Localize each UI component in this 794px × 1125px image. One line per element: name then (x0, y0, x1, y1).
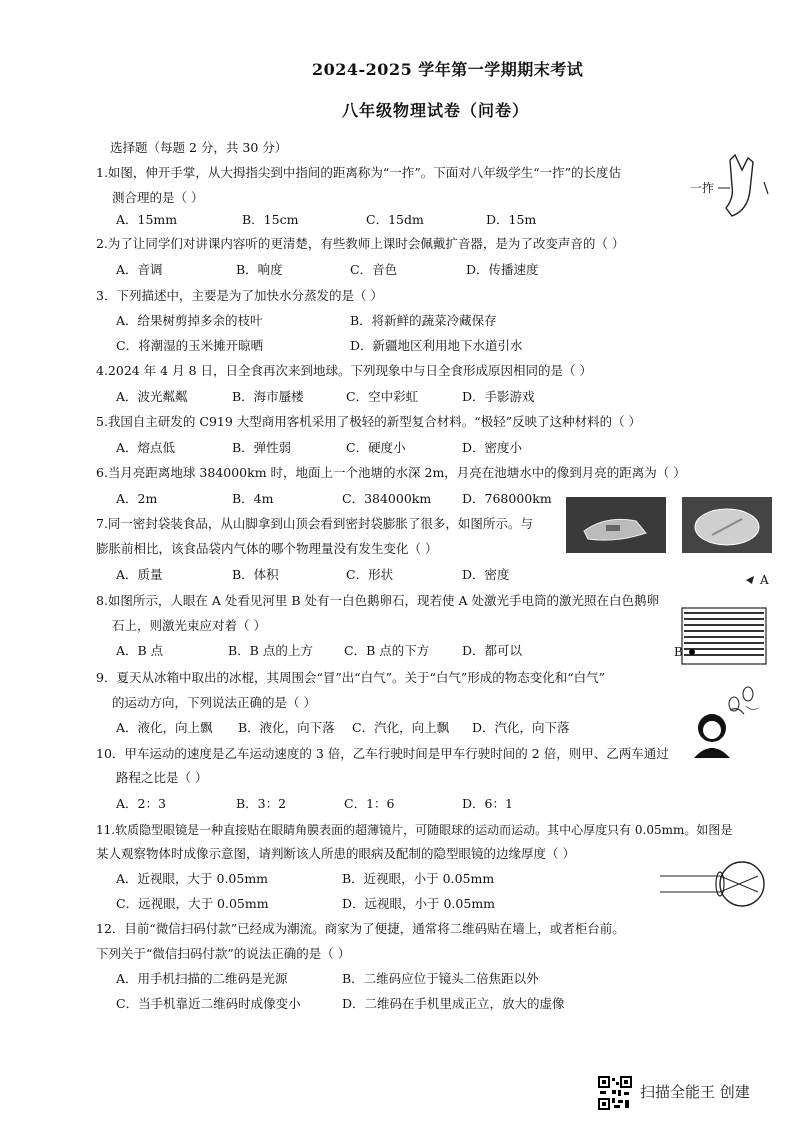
q7-stem-line1: 7.同一密封袋装食品，从山脚拿到山顶会看到密封袋膨胀了很多，如图所示。与 (96, 516, 533, 531)
q1-option-b: B．15cm (242, 212, 299, 227)
q10-option-b: B．3：2 (236, 796, 287, 811)
q7-option-d: D．密度 (462, 567, 510, 582)
qr-graphic (598, 1076, 632, 1110)
q5-option-b: B．弹性弱 (232, 440, 292, 455)
q11-option-d: D．远视眼，小于 0.05mm (342, 896, 496, 911)
q8-option-d: D．都可以 (462, 643, 523, 658)
q9-option-b: B．液化，向下落 (238, 720, 335, 735)
q12-stem-line1: 12．目前“微信扫码付款”已经成为潮流。商家为了便捷，通常将二维码贴在墙上，或者柜台前。 (96, 921, 625, 936)
q8-stem-line2: 石上，则激光束应对着（ ） (112, 618, 266, 633)
q10-stem-line2: 路程之比是（ ） (116, 770, 208, 785)
q9-option-a: A．液化，向上飘 (116, 720, 213, 735)
exam-title: 2024-2025 学年第一学期期末考试 (312, 60, 584, 79)
q3-stem: 3．下列描述中，主要是为了加快水分蒸发的是（ ） (96, 288, 383, 303)
q1-option-c: C．15dm (366, 212, 424, 227)
water-diagram-icon (674, 570, 774, 666)
q1-stem-line1: 1.如图，伸开手掌，从大拇指尖到中指间的距离称为“一拃”。下面对八年级学生“一拃”的长度估 (96, 165, 621, 180)
q10-option-a: A．2：3 (116, 796, 166, 811)
q5-option-d: D．密度小 (462, 440, 523, 455)
q3-option-a: A．给果树剪掉多余的枝叶 (116, 313, 263, 328)
q7-option-a: A．质量 (116, 567, 163, 582)
q1-stem-line2: 测合理的是（ ） (112, 190, 204, 205)
river-pebble-figure (674, 570, 774, 666)
q7-stem-line2: 膨胀前相比，该食品袋内气体的哪个物理量没有发生变化（ ） (96, 541, 438, 556)
q2-option-d: D．传播速度 (466, 262, 539, 277)
q5-option-c: C．硬度小 (346, 440, 406, 455)
q6-option-a: A．2m (116, 491, 158, 506)
q2-option-b: B．响度 (236, 262, 283, 277)
eye-diagram-icon (658, 858, 774, 910)
q1-option-d: D．15m (486, 212, 537, 227)
section-heading: 选择题（每题 2 分，共 30 分） (110, 140, 288, 155)
sealed-bag-photo-top (682, 497, 772, 553)
q3-option-c: C．将潮湿的玉米摊开晾晒 (116, 338, 264, 353)
q6-option-d: D．768000km (462, 491, 552, 506)
q10-option-c: C．1：6 (344, 796, 395, 811)
q4-option-d: D．手影游戏 (462, 389, 535, 404)
exam-subtitle: 八年级物理试卷（问卷） (342, 101, 530, 120)
q11-stem-line1: 11.软质隐型眼镜是一种直接贴在眼睛角膜表面的超薄镜片，可随眼球的运动而运动。其中心厚度只有 0.05mm。如图是 (96, 823, 733, 837)
q8-stem-line1: 8.如图所示，人眼在 A 处看见河里 B 处有一白色鹅卵石，现若使 A 处激光手电筒的激光照在白色鹅卵 (96, 593, 660, 608)
point-b-label: B (674, 645, 683, 659)
hand-span-label: 一拃 (690, 181, 715, 195)
q2-stem: 2.为了让同学们对讲课内容听的更清楚，有些教师上课时会佩戴扩音器，是为了改变声音的（ ） (96, 236, 625, 251)
hand-span-figure (690, 150, 780, 225)
q12-stem-line2: 下列关于“微信扫码付款”的说法正确的是（ ） (96, 946, 351, 961)
qr-code-icon (598, 1076, 632, 1110)
q12-option-a: A．用手机扫描的二维码是光源 (116, 971, 288, 986)
q5-stem: 5.我国自主研发的 C919 大型商用客机采用了极轻的新型复合材料。“极轻”反映了这种材料的（ ） (96, 414, 642, 429)
q12-option-c: C．当手机靠近二维码时成像变小 (116, 996, 301, 1011)
q9-stem-line1: 9．夏天从冰箱中取出的冰棍，其周围会“冒”出“白气”。关于“白气”形成的物态变化和“白气” (96, 670, 606, 685)
q6-stem: 6.当月亮距离地球 384000km 时，地面上一个池塘的水深 2m，月亮在池塘水中的像到月亮的距离为（ ） (96, 465, 686, 480)
q6-option-b: B．4m (232, 491, 274, 506)
bag-inflated-icon (682, 497, 772, 553)
q9-option-c: C．汽化，向上飘 (352, 720, 450, 735)
scanner-watermark: 扫描全能王 创建 (640, 1083, 750, 1101)
popsicle-person-figure (686, 680, 774, 760)
q10-stem-line1: 10．甲车运动的速度是乙车运动速度的 3 倍，乙车行驶时间是甲车行驶时间的 2 倍，则甲、乙两车通过 (96, 746, 669, 761)
q4-option-b: B．海市蜃楼 (232, 389, 304, 404)
eye-imaging-figure (658, 858, 774, 910)
q2-option-a: A．音调 (116, 262, 163, 277)
q11-option-a: A．近视眼，大于 0.05mm (116, 871, 269, 886)
q1-option-a: A．15mm (116, 212, 178, 227)
q10-option-d: D．6：1 (462, 796, 513, 811)
q9-option-d: D．汽化，向下落 (472, 720, 570, 735)
q8-option-a: A．B 点 (116, 643, 164, 658)
q4-option-c: C．空中彩虹 (346, 389, 419, 404)
q6-option-c: C．384000km (342, 491, 432, 506)
q4-option-a: A．波光粼粼 (116, 389, 188, 404)
q12-option-b: B．二维码应位于镜头二倍焦距以外 (342, 971, 539, 986)
q7-option-c: C．形状 (346, 567, 394, 582)
q5-option-a: A．熔点低 (116, 440, 176, 455)
q2-option-c: C．音色 (350, 262, 398, 277)
q3-option-d: D．新疆地区利用地下水道引水 (350, 338, 523, 353)
bag-flat-icon (566, 497, 666, 553)
person-icon (686, 680, 774, 760)
q7-option-b: B．体积 (232, 567, 279, 582)
q3-option-b: B．将新鲜的蔬菜冷藏保存 (350, 313, 497, 328)
sealed-bag-photo-foot (566, 497, 666, 553)
q11-option-c: C．远视眼，大于 0.05mm (116, 896, 269, 911)
q11-stem-line2: 某人观察物体时成像示意图，请判断该人所患的眼病及配制的隐型眼镜的边缘厚度（ ） (96, 846, 575, 861)
q11-option-b: B．近视眼，小于 0.05mm (342, 871, 495, 886)
point-a-label: A (760, 573, 769, 587)
q4-stem: 4.2024 年 4 月 8 日，日全食再次来到地球。下列现象中与日全食形成原因相同的是（ ） (96, 363, 592, 378)
q8-option-c: C．B 点的下方 (344, 643, 430, 658)
q9-stem-line2: 的运动方向，下列说法正确的是（ ） (112, 695, 316, 710)
q12-option-d: D．二维码在手机里成正立，放大的虚像 (342, 996, 565, 1011)
q8-option-b: B．B 点的上方 (228, 643, 313, 658)
